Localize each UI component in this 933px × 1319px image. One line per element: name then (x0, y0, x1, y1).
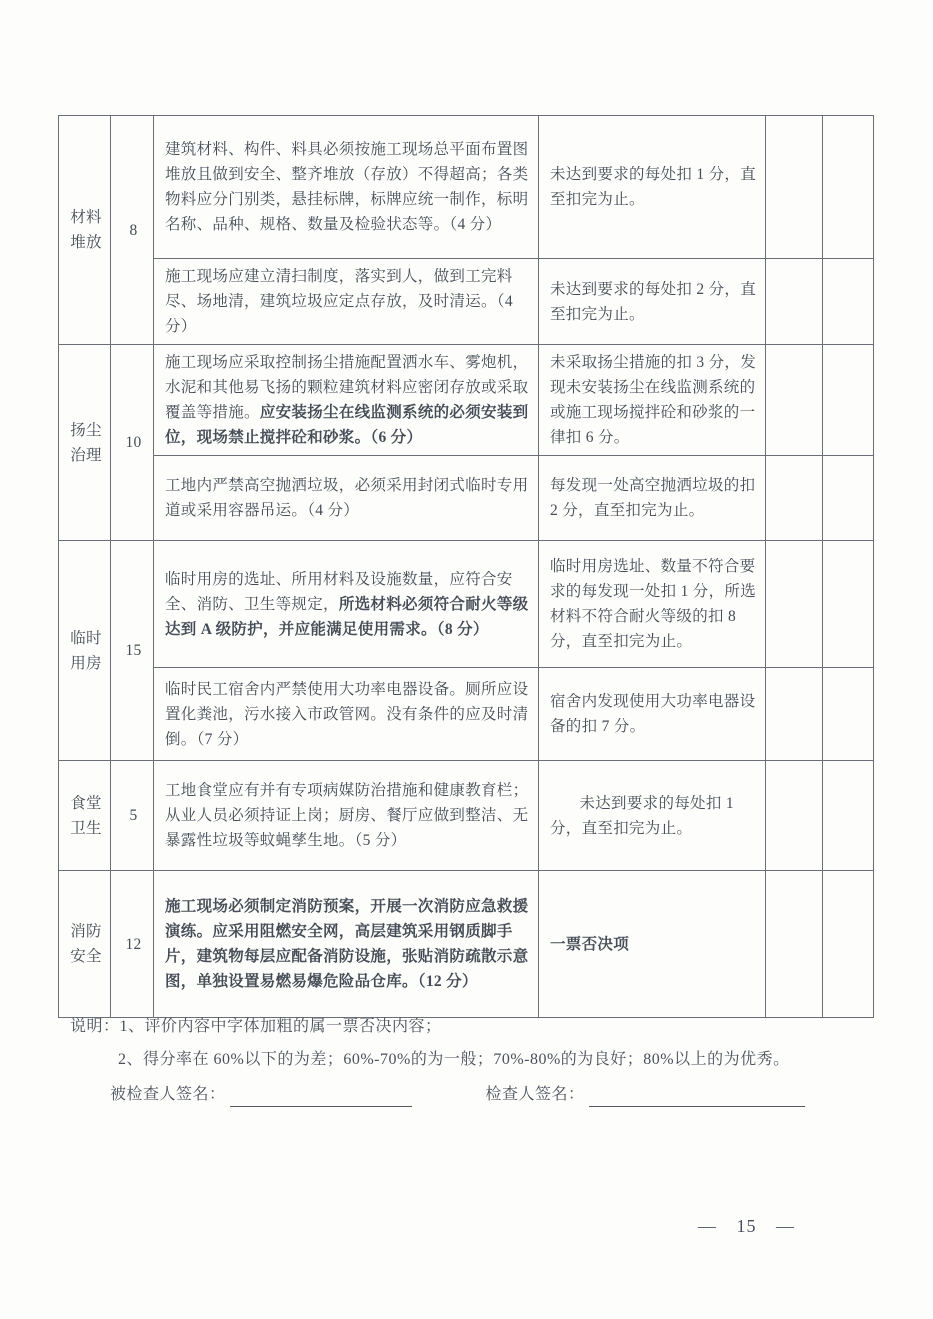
veto-item-cell (539, 871, 766, 1018)
note-2-text: 2、得分率在 60%以下的为差；60%-70%的为一般；70%-80%的为良好；80%以上的为优秀。 (118, 1051, 790, 1068)
inspected-signature-blank (230, 1089, 412, 1107)
criteria-bold-text: 应安装扬尘在线监测系统的必须安装到位，现场禁止搅拌砼和砂浆。（6 分） (165, 404, 529, 446)
category-canteen-hygiene: 食堂卫生 (59, 761, 111, 871)
score-blank-cell (766, 259, 823, 345)
deduction-text: 临时用房选址、数量不符合要求的每发现一处扣 1 分，所选材料不符合耐火等级的扣 8 分，直至扣完为止。 (550, 558, 757, 650)
criteria-text: 建筑材料、构件、料具必须按施工现场总平面布置图堆放且做到安全、整齐堆放（存放）不得超高；各类物料应分门别类，悬挂标牌，标牌应统一制作，标明名称、品种、规格、数量及检验状态等。（4 分） (165, 141, 529, 233)
table-row (59, 541, 874, 668)
score-blank-cell (823, 541, 874, 668)
category-fire-safety: 消防安全 (59, 871, 111, 1018)
criteria-text: 施工现场应建立清扫制度，落实到人，做到工完料尽、场地清，建筑垃圾应定点存放，及时清运。（4 分） (165, 268, 513, 335)
criteria-bold-text: 所选材料必须符合耐火等级达到 A 级防护，并应能满足使用需求。（8 分） (165, 595, 529, 638)
score-blank-cell (766, 116, 823, 259)
points-cell: 15 (111, 541, 154, 761)
score-blank-cell (823, 668, 874, 761)
table-row (59, 345, 874, 456)
deduction-standard-cell (539, 668, 766, 761)
deduction-standard-cell (539, 116, 766, 259)
criteria-cell (154, 668, 539, 761)
points-cell: 12 (111, 871, 154, 1018)
inspection-table (58, 115, 874, 1018)
score-blank-cell (823, 345, 874, 456)
points-cell: 10 (111, 345, 154, 541)
score-blank-cell (766, 345, 823, 456)
veto-item-text: 一票否决项 (550, 935, 630, 953)
score-blank-cell (823, 456, 874, 541)
table-row (59, 871, 874, 1018)
deduction-text: 未达到要求的每处扣 1 分，直至扣完为止。 (550, 166, 757, 208)
deduction-standard-cell (539, 456, 766, 541)
criteria-cell (154, 456, 539, 541)
category-material-stacking: 材料堆放 (59, 116, 111, 345)
notes-section (70, 1014, 870, 1115)
points-cell: 5 (111, 761, 154, 871)
criteria-bold-text: 施工现场必须制定消防预案，开展一次消防应急救援演练。应采用阻燃安全网，高层建筑采用钢质脚手片，建筑物每层应配备消防设施，张贴消防疏散示意图，单独设置易燃易爆危险品仓库。（12 分） (165, 898, 529, 990)
note-line-2 (70, 1047, 870, 1072)
note-1-text: 1、评价内容中字体加粗的属一票否决内容； (119, 1018, 442, 1035)
table-row (59, 761, 874, 871)
criteria-text: 施工现场应采取控制扬尘措施配置洒水车、雾炮机，水泥和其他易飞扬的颗粒建筑材料应密闭存放或采取覆盖等措施。 (165, 354, 529, 421)
table-row (59, 116, 874, 259)
score-blank-cell (766, 871, 823, 1018)
deduction-standard-cell (539, 761, 766, 871)
score-blank-cell (823, 259, 874, 345)
score-blank-cell (823, 871, 874, 1018)
deduction-standard-cell (539, 541, 766, 668)
category-temporary-housing: 临时用房 (59, 541, 111, 761)
signature-line-row (70, 1082, 870, 1107)
criteria-cell (154, 871, 539, 1018)
note-line-1 (70, 1014, 870, 1039)
inspector-signature-label: 检查人签名： (485, 1086, 585, 1103)
score-blank-cell (823, 761, 874, 871)
category-dust-control: 扬尘治理 (59, 345, 111, 541)
deduction-text: 未达到要求的每处扣 1 分，直至扣完为止。 (550, 794, 734, 837)
deduction-standard-cell (539, 345, 766, 456)
score-blank-cell (766, 668, 823, 761)
criteria-cell (154, 761, 539, 871)
criteria-cell (154, 259, 539, 345)
score-blank-cell (823, 116, 874, 259)
deduction-text: 未达到要求的每处扣 2 分，直至扣完为止。 (550, 280, 757, 323)
criteria-cell (154, 345, 539, 456)
criteria-text: 临时民工宿舍内严禁使用大功率电器设备。厕所应设置化粪池，污水接入市政管网。没有条件的应及时清倒。（7 分） (165, 680, 529, 748)
points-cell: 8 (111, 116, 154, 345)
deduction-text: 未采取扬尘措施的扣 3 分，发现未安装扬尘在线监测系统的或施工现场搅拌砼和砂浆的一律扣 6 分。 (550, 354, 757, 446)
criteria-cell (154, 116, 539, 259)
notes-label: 说明： (70, 1018, 120, 1035)
deduction-standard-cell (539, 259, 766, 345)
table-row (59, 259, 874, 345)
score-blank-cell (766, 541, 823, 668)
criteria-cell (154, 541, 539, 668)
page-number: — 15 — (698, 1216, 795, 1236)
criteria-text: 工地内严禁高空抛洒垃圾，必须采用封闭式临时专用道或采用容器吊运。（4 分） (165, 477, 529, 519)
table-row (59, 456, 874, 541)
criteria-text: 工地食堂应有并有专项病媒防治措施和健康教育栏；从业人员必须持证上岗；厨房、餐厅应做到整洁、无暴露性垃圾等蚊蝇孳生地。（5 分） (165, 782, 529, 849)
deduction-text: 每发现一处高空抛洒垃圾的扣 2 分，直至扣完为止。 (550, 477, 756, 519)
score-blank-cell (766, 761, 823, 871)
deduction-text: 宿舍内发现使用大功率电器设备的扣 7 分。 (550, 693, 756, 735)
table-row (59, 668, 874, 761)
inspected-signature-label: 被检查人签名： (110, 1086, 226, 1103)
criteria-text: 临时用房的选址、所用材料及设施数量，应符合安全、消防、卫生等规定， (165, 570, 513, 613)
inspector-signature-blank (589, 1089, 805, 1107)
score-blank-cell (766, 456, 823, 541)
